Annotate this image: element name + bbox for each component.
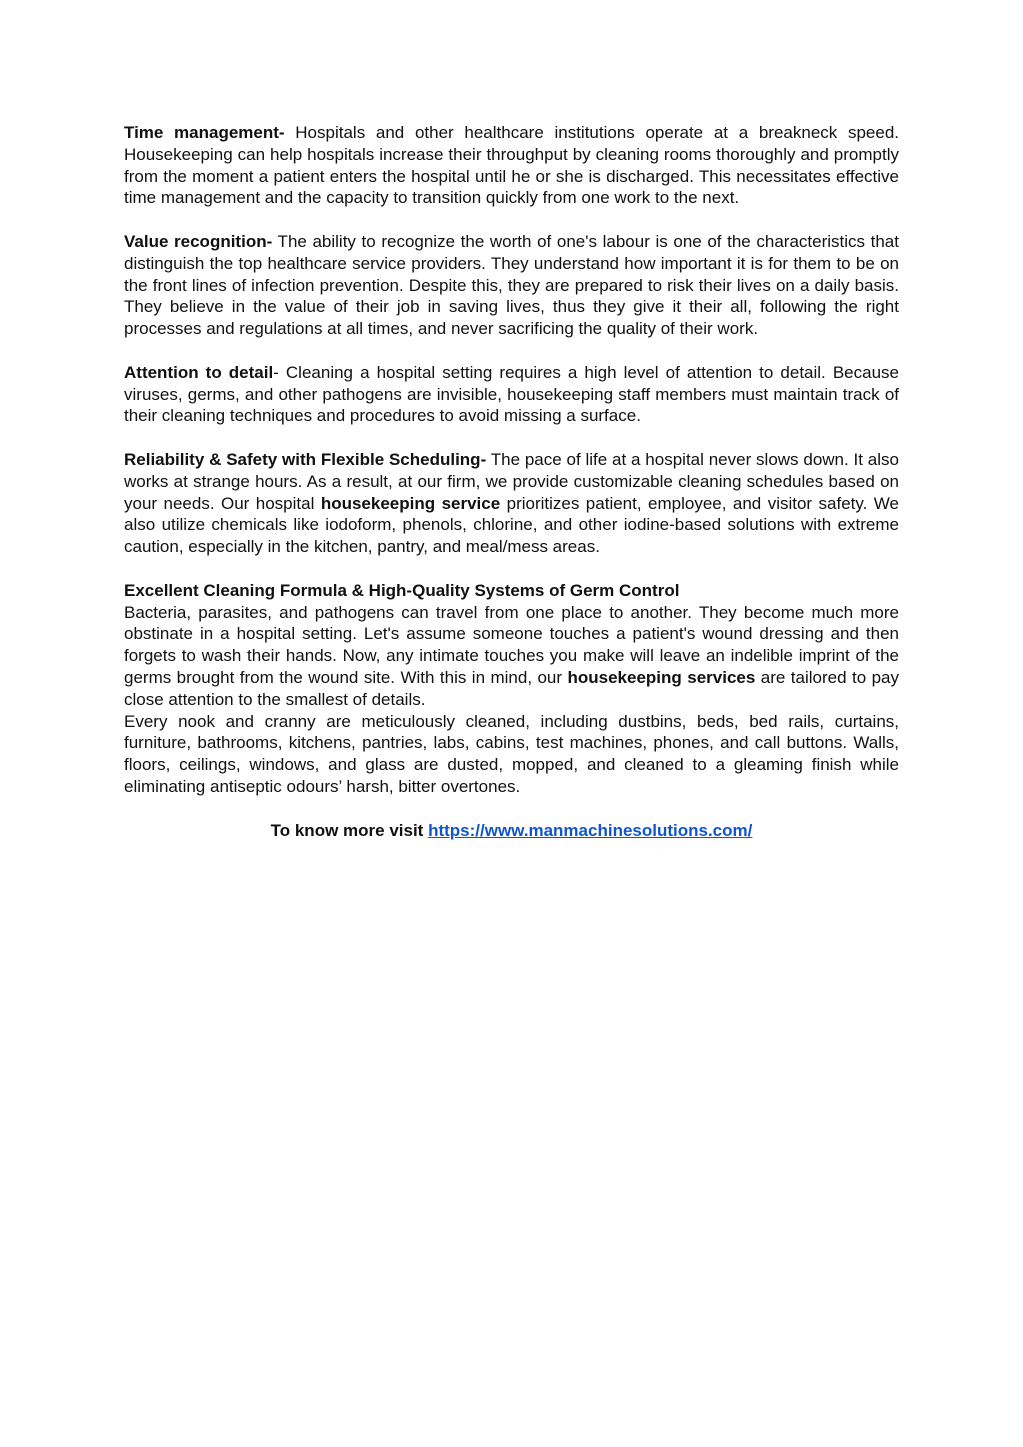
housekeeping-services-term: housekeeping services	[567, 667, 756, 687]
reliability-paragraph	[124, 449, 899, 558]
attention-to-detail-paragraph	[124, 362, 899, 427]
germ-control-paragraph	[124, 602, 899, 711]
footer-prefix: To know more visit	[270, 820, 429, 840]
footer-line	[124, 820, 899, 842]
value-recognition-body: The ability to recognize the worth of one's labour is one of the characteristics that distinguish the top healthcare service providers. They understand how important it is for them to be on the front lines of infection prevention. Despite this, they are prepared to risk their lives on a daily basis. They believe in the value of their job in saving lives, thus they give it their all, following the right processes and regulations at all times, and never sacrificing the quality of their work.	[124, 231, 899, 339]
reliability-body-start: The pace of life at a hospital never slows down. It also works at strange hours. As a result, at our firm, we provide customizable cleaning schedules based on your needs. Our hospital	[124, 449, 899, 513]
value-recognition-paragraph	[124, 231, 899, 340]
germ-control-body-start: Bacteria, parasites, and pathogens can travel from one place to another. They become much more obstinate in a hospital setting. Let's assume someone touches a patient's wound dressing and then forgets to wash their hands. Now, any intimate touches you make will leave an indelible imprint of the germs brought from the wound site. With this in mind, our	[124, 602, 899, 687]
attention-to-detail-body: - Cleaning a hospital setting requires a high level of attention to detail. Because viruses, germs, and other pathogens are invisible, housekeeping staff members must maintain track of their cleaning techniques and procedures to avoid missing a surface.	[124, 362, 900, 426]
time-management-paragraph	[124, 122, 899, 209]
germ-control-heading: Excellent Cleaning Formula & High-Quality Systems of Germ Control	[124, 580, 680, 600]
attention-to-detail-heading: Attention to detail	[124, 362, 274, 382]
document-page	[124, 122, 899, 858]
germ-control-paragraph-2: Every nook and cranny are meticulously cleaned, including dustbins, beds, bed rails, curtains, furniture, bathrooms, kitchens, pantries, labs, cabins, test machines, phones, and call buttons. Walls, floors, ceilings, windows, and glass are dusted, mopped, and cleaned to a gleaming finish while eliminating antiseptic odours’ harsh, bitter overtones.	[124, 711, 899, 796]
website-link[interactable]: https://www.manmachinesolutions.com/	[428, 820, 753, 840]
time-management-body: Hospitals and other healthcare institutions operate at a breakneck speed. Housekeeping can help hospitals increase their throughput by cleaning rooms thoroughly and promptly from the moment a patient enters the hospital until he or she is discharged. This necessitates effective time management and the capacity to transition quickly from one work to the next.	[124, 123, 899, 208]
housekeeping-service-term: housekeeping service	[320, 493, 501, 513]
value-recognition-heading: Value recognition-	[124, 231, 273, 251]
time-management-heading: Time management-	[124, 123, 285, 142]
reliability-body-end: prioritizes patient, employee, and visitor safety. We also utilize chemicals like iodoform, phenols, chlorine, and other iodine-based solutions with extreme caution, especially in the kitchen, pantry, and meal/mess areas.	[124, 493, 899, 557]
reliability-heading: Reliability & Safety with Flexible Scheduling-	[124, 449, 487, 469]
germ-control-body-end: are tailored to pay close attention to the smallest of details.	[124, 667, 899, 709]
